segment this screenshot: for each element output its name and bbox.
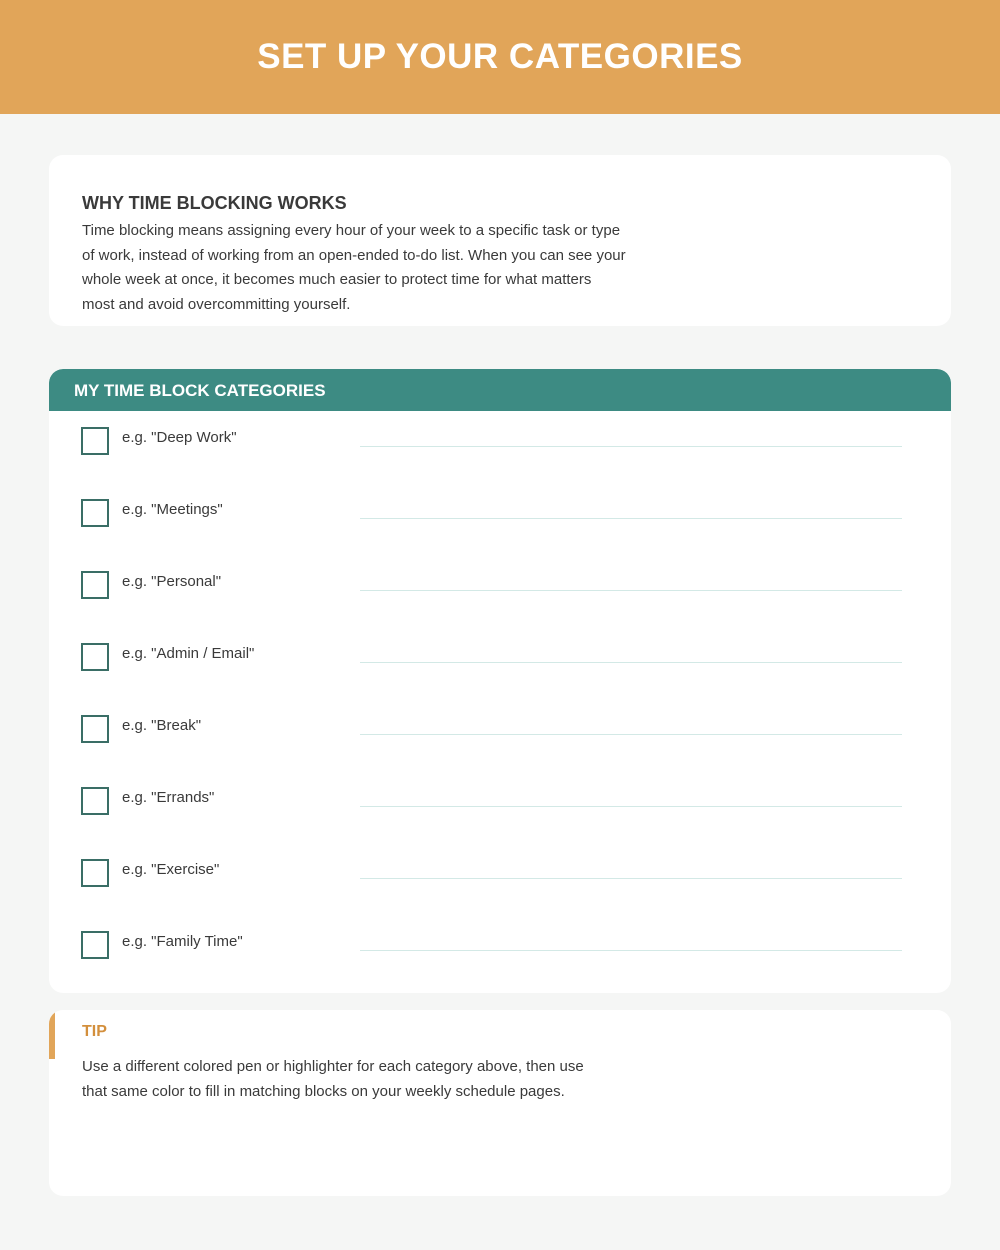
categories-header (49, 369, 951, 411)
category-row (49, 699, 951, 771)
categories-card (49, 369, 951, 993)
category-label: e.g. "Admin / Email" (122, 645, 255, 662)
category-write-line[interactable] (360, 446, 902, 447)
category-row (49, 843, 951, 915)
category-write-line[interactable] (360, 878, 902, 879)
page-title: SET UP YOUR CATEGORIES (257, 37, 743, 76)
category-row (49, 627, 951, 699)
category-label: e.g. "Personal" (122, 573, 222, 590)
tip-card (49, 1010, 951, 1196)
category-write-line[interactable] (360, 590, 902, 591)
category-checkbox[interactable] (81, 787, 109, 815)
category-checkbox[interactable] (81, 715, 109, 743)
categories-heading: MY TIME BLOCK CATEGORIES (74, 381, 326, 400)
category-checkbox[interactable] (81, 643, 109, 671)
category-row (49, 411, 951, 483)
category-label: e.g. "Errands" (122, 789, 215, 806)
category-write-line[interactable] (360, 734, 902, 735)
category-write-line[interactable] (360, 806, 902, 807)
category-checkbox[interactable] (81, 859, 109, 887)
why-card (49, 155, 951, 326)
category-row (49, 483, 951, 555)
page-header (0, 0, 1000, 114)
category-label: e.g. "Deep Work" (122, 429, 237, 446)
category-label: e.g. "Family Time" (122, 933, 243, 950)
category-label: e.g. "Break" (122, 717, 202, 734)
category-checkbox[interactable] (81, 571, 109, 599)
category-row (49, 915, 951, 987)
category-label: e.g. "Meetings" (122, 501, 223, 518)
tip-heading: TIP (82, 1023, 107, 1040)
category-checkbox[interactable] (81, 499, 109, 527)
category-write-line[interactable] (360, 518, 902, 519)
category-label: e.g. "Exercise" (122, 861, 220, 878)
tip-accent-bar (49, 1010, 55, 1059)
category-write-line[interactable] (360, 950, 902, 951)
category-checkbox[interactable] (81, 427, 109, 455)
category-row (49, 555, 951, 627)
why-body: Time blocking means assigning every hour of your week to a specific task or type of work, instead of working from an open-ended to-do list. When you can see your whole week at once, it becomes much easier to protect time for what matters most and avoid overcommitting yourself. (82, 222, 626, 313)
category-checkbox[interactable] (81, 931, 109, 959)
category-row (49, 771, 951, 843)
tip-body: Use a different colored pen or highlighter for each category above, then use that same color to fill in matching blocks on your weekly schedule pages. (82, 1058, 584, 1100)
why-heading: WHY TIME BLOCKING WORKS (82, 193, 347, 213)
category-write-line[interactable] (360, 662, 902, 663)
